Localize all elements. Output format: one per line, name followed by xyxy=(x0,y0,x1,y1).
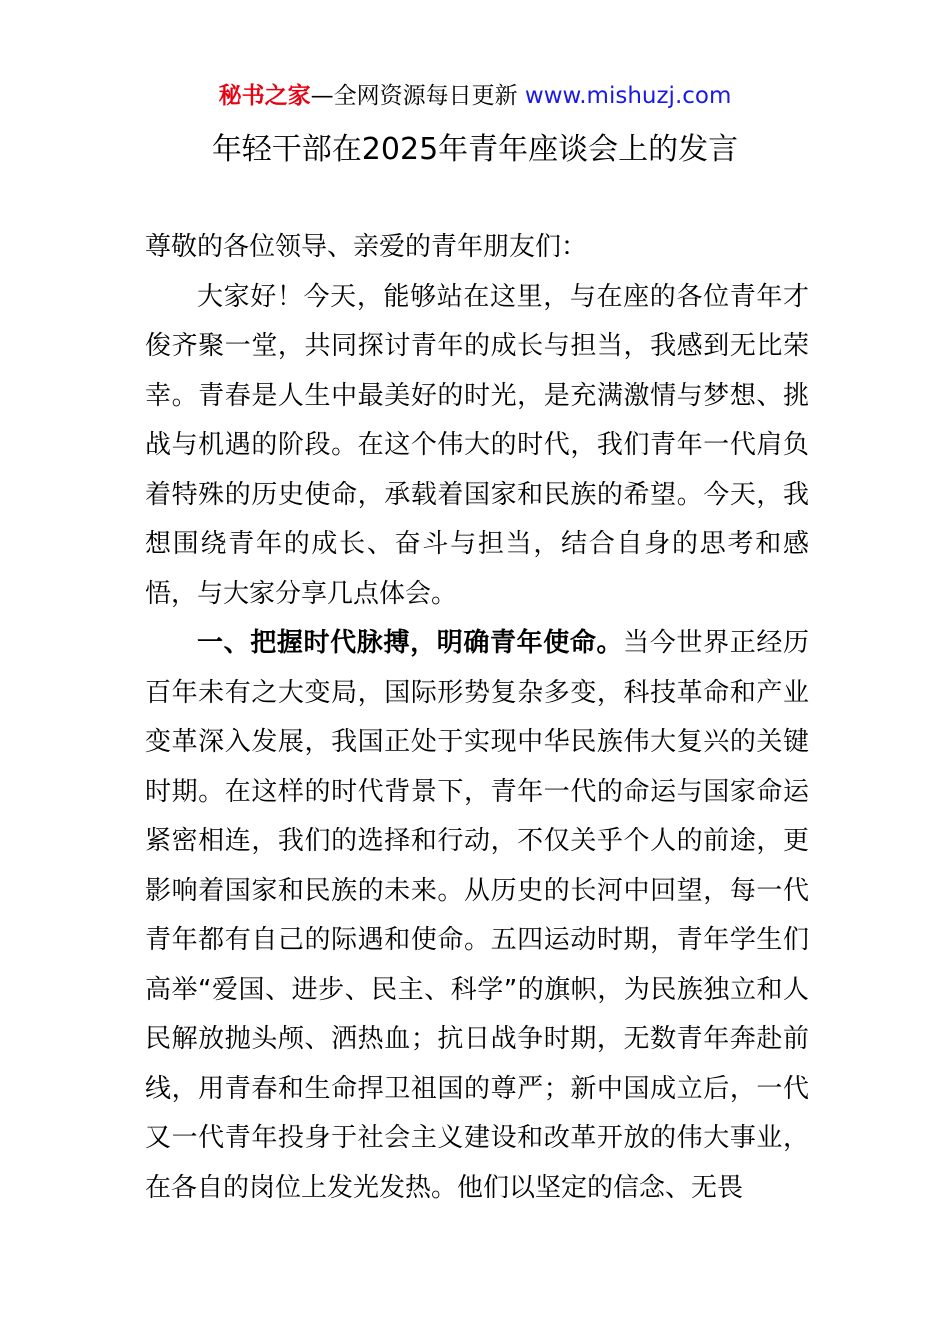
site-brand: 秘书之家 xyxy=(218,83,311,109)
paragraph-opening: 大家好！今天，能够站在这里，与在座的各位青年才俊齐聚一堂，共同探讨青年的成长与担当，我感到无比荣幸。青春是人生中最美好的时光，是充满激情与梦想、挑战与机遇的阶段。在这个伟大的时代，我们青年一代肩负着特殊的历史使命，承载着国家和民族的希望。今天，我想围绕青年的成长、奋斗与担当，结合自身的思考和感悟，与大家分享几点体会。 xyxy=(145,281,809,609)
site-tagline: —全网资源每日更新 xyxy=(310,83,525,109)
site-url-link[interactable]: www.mishuzj.com xyxy=(524,83,732,109)
site-header xyxy=(0,80,950,112)
salutation: 尊敬的各位领导、亲爱的青年朋友们： xyxy=(145,232,588,262)
section-1-text: 当今世界正经历百年未有之大变局，国际形势复杂多变，科技革命和产业变革深入发展，我国正处于实现中华民族伟大复兴的关键时期。在这样的时代背景下，青年一代的命运与国家命运紧密相连，我们的选择和行动，不仅关乎个人的前途，更影响着国家和民族的未来。从历史的长河中回望，每一代青年都有自己的际遇和使命。五四运动时期，青年学生们高举“爱国、进步、民主、科学”的旗帜，为民族独立和人民解放抛头颅、洒热血；抗日战争时期，无数青年奔赴前线，用青春和生命捍卫祖国的尊严；新中国成立后，一代又一代青年投身于社会主义建设和改革开放的伟大事业，在各自的岗位上发光发热。他们以坚定的信念、无畏 xyxy=(145,628,809,1203)
document-title: 年轻干部在2025年青年座谈会上的发言 xyxy=(211,132,739,167)
section-1-heading: 一、把握时代脉搏，明确青年使命。 xyxy=(197,628,624,658)
document-body xyxy=(145,223,809,1213)
paragraph-section-1 xyxy=(145,619,809,1213)
